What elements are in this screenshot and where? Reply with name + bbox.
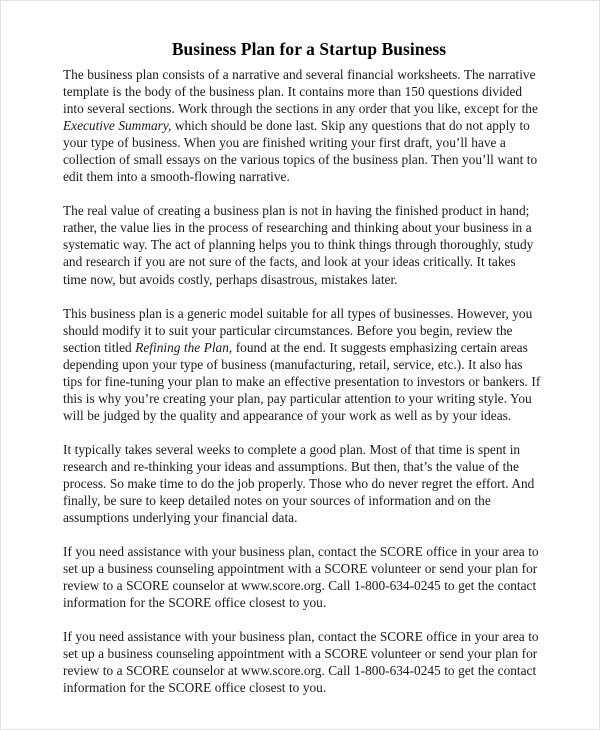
paragraph-list	[63, 66, 541, 697]
paragraph-time-required	[63, 441, 541, 526]
paragraph-score-assistance-1	[63, 543, 541, 611]
italic-term: Executive Summary,	[63, 118, 172, 134]
paragraph-intro	[63, 66, 541, 185]
text-run: If you need assistance with your business plan, contact the SCORE office in your area to set up a business counseling appointment with a SCORE volunteer or send your plan for review to a SCORE counselor at www.score.org. Call 1-800-634-0245 to get the contact information for the SCORE office closest to you.	[63, 544, 539, 611]
text-run: The business plan consists of a narrative and several financial worksheets. The narrative template is the body of the business plan. It contains more than 150 questions divided into several sections. Work through the sections in any order that you like, except for the	[63, 67, 538, 117]
text-run: which should be done last. Skip any questions that do not apply to your type of business. When you are finished writing your first draft, you’ll have a collection of small essays on the various topics of the business plan. Then you’ll want to edit them into a smooth-flowing narrative.	[63, 118, 538, 185]
text-run: It typically takes several weeks to complete a good plan. Most of that time is spent in research and re-thinking your ideas and assumptions. But then, that’s the value of the process. So make time to do the job properly. Those who do never regret the effort. And finally, be sure to keep detailed notes on your sources of information and on the assumptions underlying your financial data.	[63, 441, 535, 526]
text-run: found at the end. It suggests emphasizing certain areas depending upon your type of business (manufacturing, retail, service, etc.). It also has tips for fine-tuning your plan to make an effective presentation to investors or bankers. If this is why you’re creating your plan, pay particular attention to your writing style. You will be judged by the quality and appearance of your work as well as by your ideas.	[63, 339, 541, 423]
text-run: If you need assistance with your business plan, contact the SCORE office in your area to set up a business counseling appointment with a SCORE volunteer or send your plan for review to a SCORE counselor at www.score.org. Call 1-800-634-0245 to get the contact information for the SCORE office closest to you.	[63, 629, 539, 696]
paragraph-score-assistance-2	[63, 628, 541, 696]
paragraph-generic-model	[63, 305, 541, 424]
page-title: Business Plan for a Startup Business	[171, 39, 447, 59]
italic-term: Refining the Plan,	[135, 339, 233, 355]
paragraph-real-value	[63, 202, 541, 287]
document-body	[63, 39, 541, 697]
text-run: This business plan is a generic model suitable for all types of businesses. However, you should modify it to suit your particular circumstances. Before you begin, review the section titled	[63, 305, 533, 355]
text-run: The real value of creating a business plan is not in having the finished product in hand; rather, the value lies in the process of researching and thinking about your business in a systematic way. The act of planning helps you to think things through thoroughly, study and research if you are not sure of the facts, and look at your ideas critically. It takes time now, but avoids costly, perhaps disastrous, mistakes later.	[63, 203, 534, 287]
